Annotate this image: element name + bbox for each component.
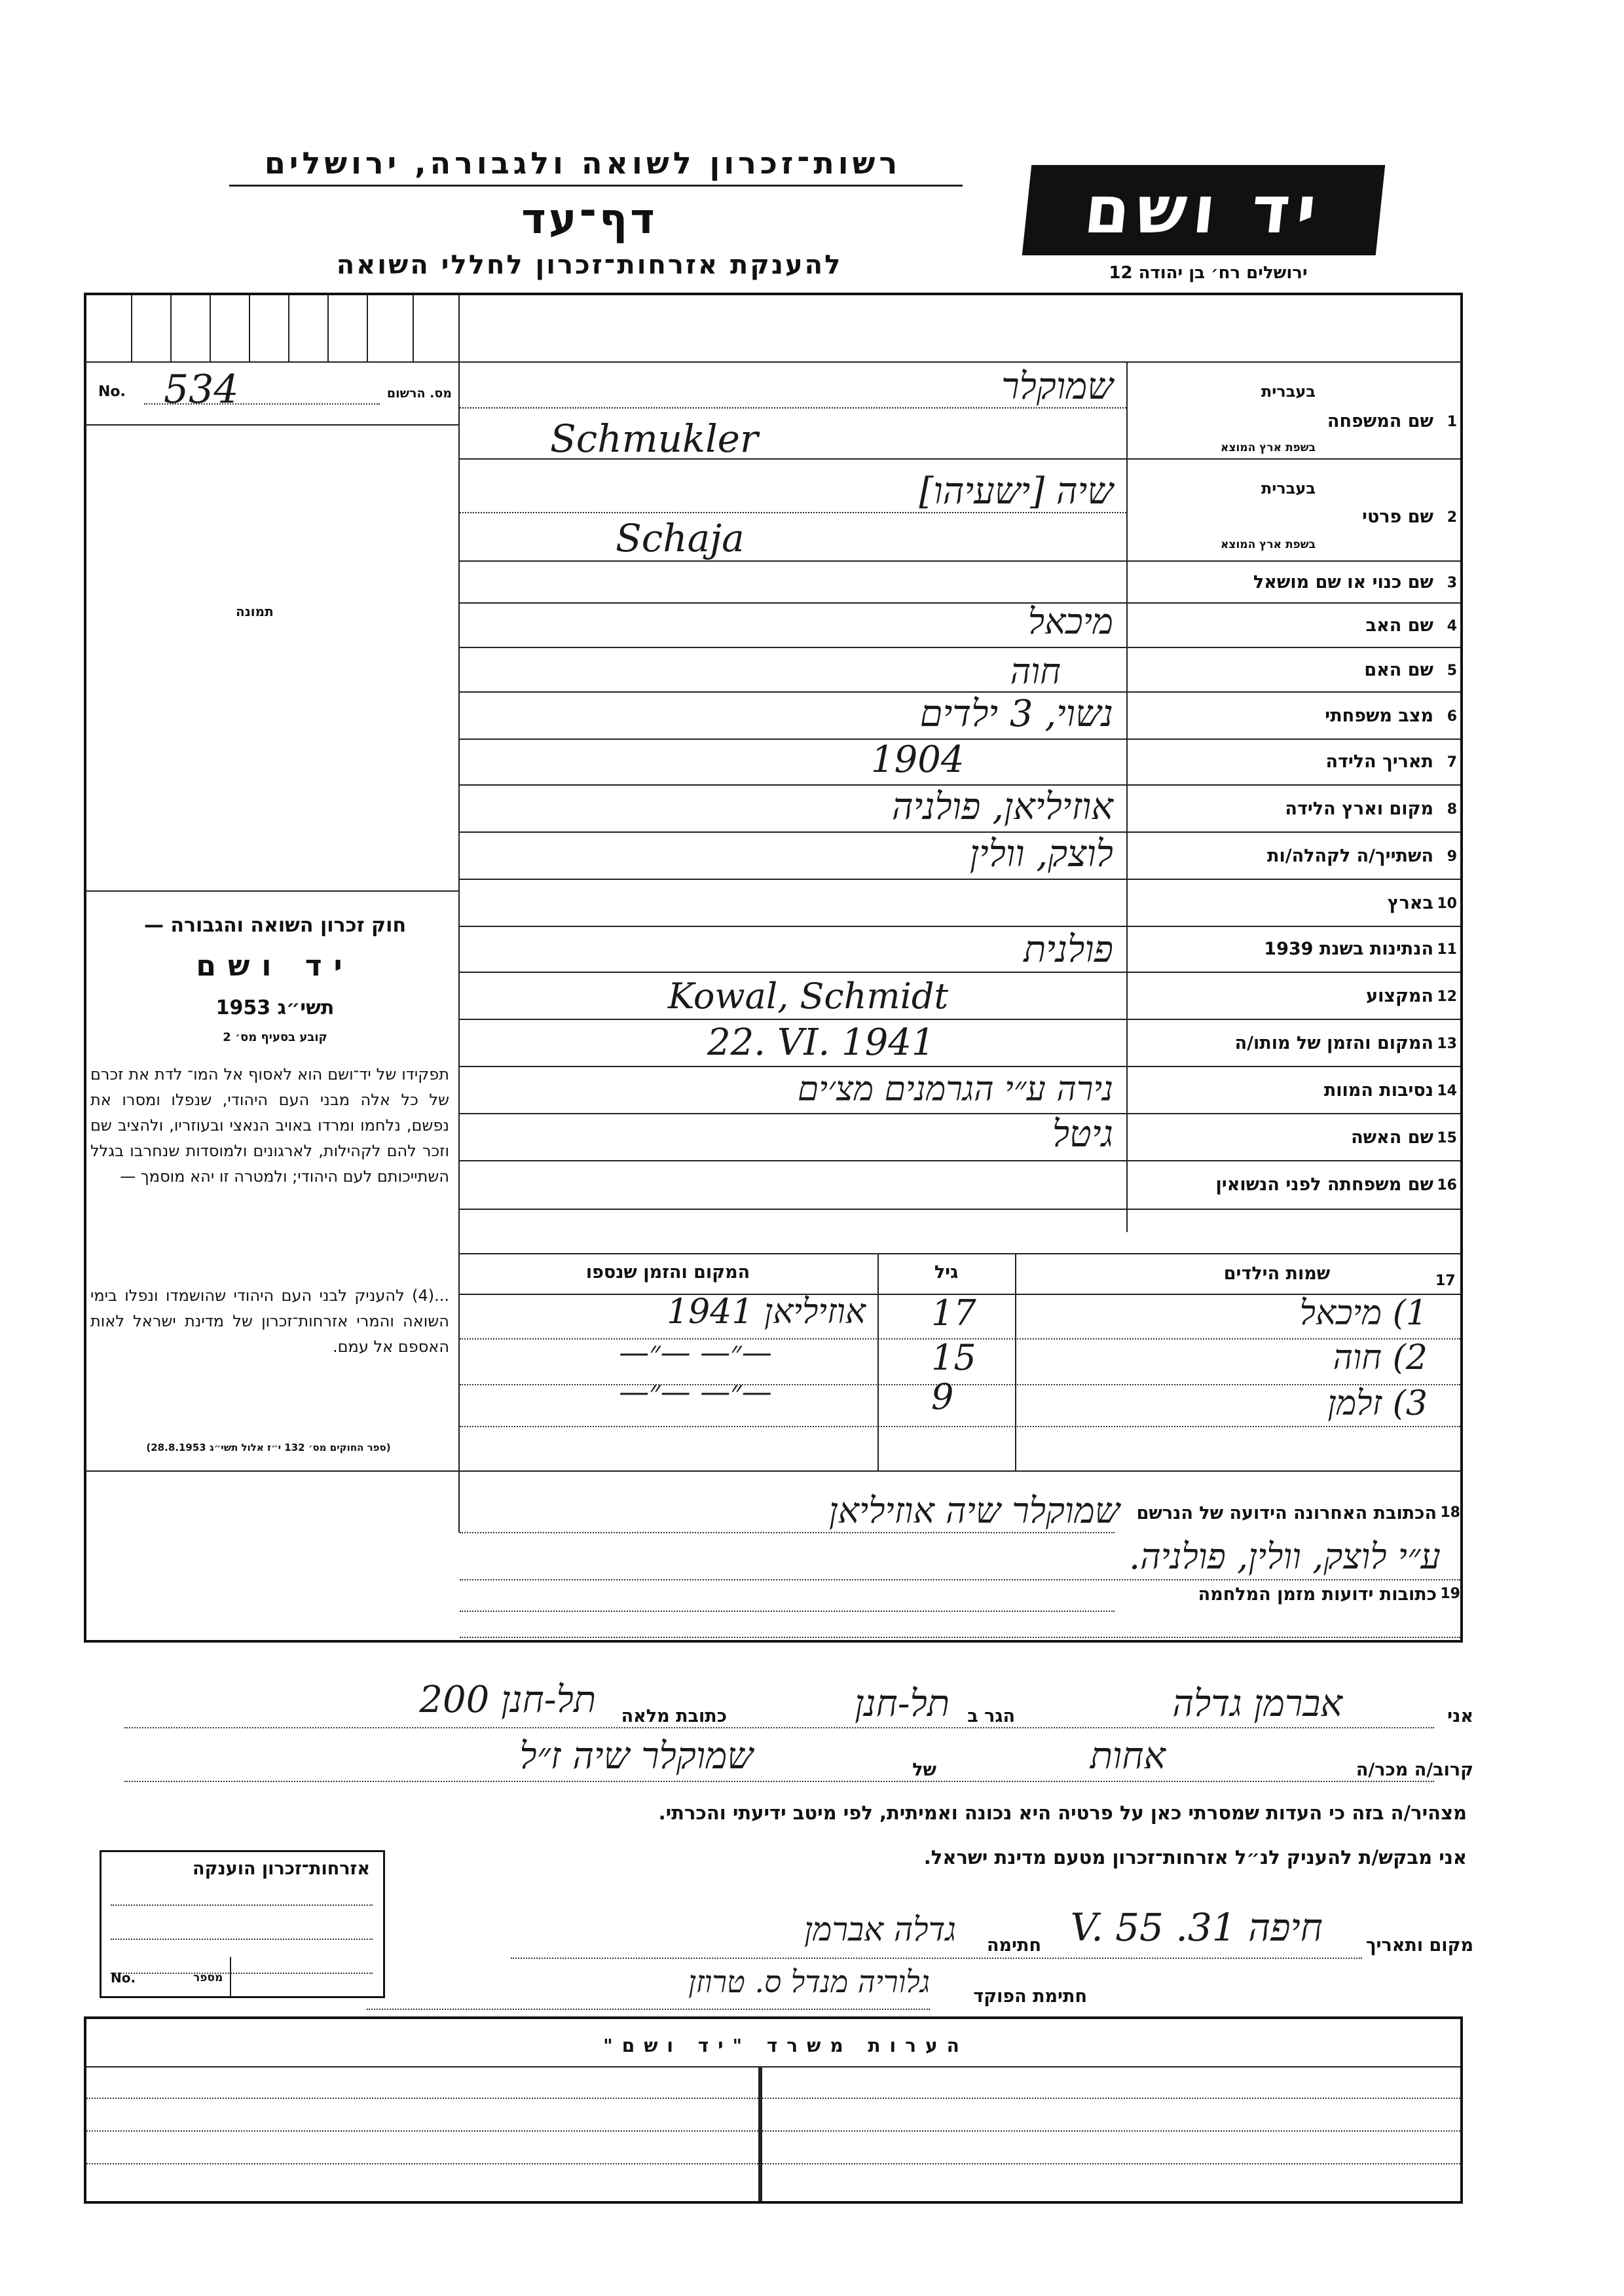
law-title: חוק זכרון השואה והגבורה — (143, 914, 407, 937)
child-place: אוזיליאן 1941 (667, 1292, 866, 1332)
remarks-title: הערות משרד "יד ושם" (603, 2035, 969, 2056)
child-name: 1) מיכאל (1299, 1294, 1428, 1333)
declaration-line-1: אני אברמן גדלה הגר ב תל-חנן כתובת מלאה תל-חנן 200 (85, 1685, 1473, 1731)
declaration-statement-2: אני מבקש/ת להעניק לנ״ל אזרחות־זכרון מטעם מדינת ישראל. (923, 1846, 1467, 1868)
law-year: תשי״ג 1953 (215, 996, 335, 1019)
registration-value: 534 (164, 367, 239, 412)
birth-place-value: אוזיליאן, פולניה (891, 786, 1113, 828)
declaration-line-2: קרוב/ה מכר/ה אחות של שמוקלר שיה ז״ל (85, 1739, 1473, 1785)
marital-status-value: נשוי, 3 ילדים (919, 693, 1113, 735)
field-first-name: 2 שם פרטי בעברית בשפת ארץ המוצא (1220, 479, 1457, 551)
form-purpose: להענקת אזרחות־זכרון לחללי השואה (336, 250, 843, 280)
profession-value: Kowal, Schmidt (668, 975, 949, 1017)
law-paragraph-2: ...(4) להעניק לבני העם היהודי שהושמדו ונפלו בימי השואה והמרי אזרחות־זכרון של מדינת ישראל לאות האספם אל עמם. (90, 1286, 449, 1356)
field-profession: 12 המקצוע (1366, 986, 1457, 1006)
family-name-latin: Schmukler (550, 416, 758, 461)
field-country: 10 בארץ (1387, 893, 1457, 913)
field-citizenship-1939: 11 הנתינות בשנת 1939 (1264, 939, 1457, 959)
declaration-place-date: מקום ותאריך חיפה 31. V. 55 חתימה גדלה אברמן (406, 1912, 1473, 1964)
first-name-latin: Schaja (616, 516, 745, 560)
death-circumstances-value: נירה ע״י הגרמנים מצ׳ים (797, 1070, 1113, 1109)
field-father-name: 4 שם האב (1365, 615, 1457, 636)
community-value: לוצק, וולין (969, 833, 1113, 875)
field-birth-place: 8 מקום וארץ הלידה (1285, 799, 1457, 819)
children-field-num: 17 (1435, 1273, 1456, 1289)
last-address-line1: שמוקלר שיה אוזיליאן (828, 1490, 1120, 1531)
citizenship-granted-box: אזרחות־זכרון הוענקה No. מספר (100, 1850, 385, 1998)
child-name: 3) זלמן (1327, 1384, 1428, 1423)
table-row (460, 1292, 1460, 1338)
field-death-circumstances: 14 נסיבות המוות (1323, 1080, 1457, 1101)
wife-name-value: גיטל (1052, 1113, 1113, 1156)
law-paragraph-1: תפקידו של יד־ושם הוא לאסוף אל המו־ לדת את זכרם של כל אלה מבני העם היהודי, שנפלו ומסרו את נפשם, נלחמו ומרדו באויב הנאצי ובעוזריו, ולהציב שם וזכר להם לקהילות, לארגונים ולמוסדות שנחרבו בגלל השתייכותם לעם היהודי; ולמטרה זו יהא מוסמך — (90, 1065, 449, 1186)
field-death-place-time: 13 המקום והזמן של מותו/ה (1234, 1033, 1457, 1053)
declaration-statement-1: מצהיר/ה בזה כי העדות שמסרתי כאן על פרטיה היא נכונה ואמיתית, לפי מיטב ידיעתי והכרתי. (658, 1802, 1467, 1824)
logo-text: יד ושם (1080, 172, 1327, 248)
yad-vashem-logo (1022, 165, 1386, 255)
first-name-hebrew: שיה [ישעיהו] (919, 470, 1113, 513)
last-address-line2: ע״י לוצק, וולין, פולניה. (1128, 1536, 1441, 1577)
child-place: —״— —״— (619, 1334, 772, 1370)
child-name: 2) חוה (1333, 1338, 1428, 1377)
child-age: 9 (931, 1376, 954, 1417)
law-source: (ספר החוקים מס׳ 132 י״ז אלול תשי״ג 28.8.1953) (146, 1442, 391, 1453)
mother-name-value: חוה (1010, 651, 1061, 692)
father-name-value: מיכאל (1027, 601, 1113, 642)
photo-label: תמונה (236, 604, 274, 619)
child-place: —״— —״— (619, 1374, 772, 1409)
address-line: ירושלים רח׳ בן יהודה 12 (1109, 263, 1308, 283)
children-header-names: שמות הילדים (1223, 1264, 1331, 1284)
table-row (460, 1374, 1460, 1426)
citizenship-1939-value: פולנית (1024, 928, 1113, 971)
registration-number: No. 534 מס. הרשום (98, 367, 452, 412)
death-date-value: 22. VI. 1941 (707, 1021, 935, 1064)
field-wife-maiden-name: 16 שם משפחתה לפני הנשואין (1215, 1175, 1457, 1195)
field-nickname: 3 שם כנוי או שם מושאל (1253, 572, 1457, 592)
field-wartime-addresses: 19 כתובות ידועות מזמן המלחמה (1198, 1584, 1460, 1605)
child-age: 15 (931, 1337, 976, 1378)
birth-date-value: 1904 (871, 738, 965, 781)
law-clause: קובע בסעיף מס׳ 2 (223, 1030, 327, 1044)
field-last-address: 18 הכתובת האחרונה הידועה של הנרשם (1136, 1503, 1460, 1523)
field-marital-status: 6 מצב משפחתי (1325, 706, 1457, 726)
children-header-place: המקום והזמן שנספו (585, 1262, 750, 1283)
field-birth-date: 7 תאריך הלידה (1325, 752, 1457, 772)
children-header-age: גיל (934, 1262, 959, 1283)
law-name: יד ושם (196, 949, 354, 983)
officer-signature: חתימת הפוקד גלוריה מנדל ס. טרוזן (367, 1964, 1087, 2016)
field-community: 9 השתייך/ה לקהלה/ות (1267, 846, 1457, 866)
form-name: דף־עד (521, 195, 657, 244)
authority-title: רשות־זכרון לשואה ולגבורה, ירושלים (264, 145, 902, 181)
field-mother-name: 5 שם האם (1364, 660, 1457, 680)
field-wife-name: 15 שם האשה (1351, 1127, 1457, 1148)
child-age: 17 (931, 1292, 976, 1334)
family-name-hebrew: שמוקלר (1001, 365, 1113, 408)
field-family-name: 1 שם המשפחה בעברית בשפת ארץ המוצא (1220, 382, 1457, 454)
